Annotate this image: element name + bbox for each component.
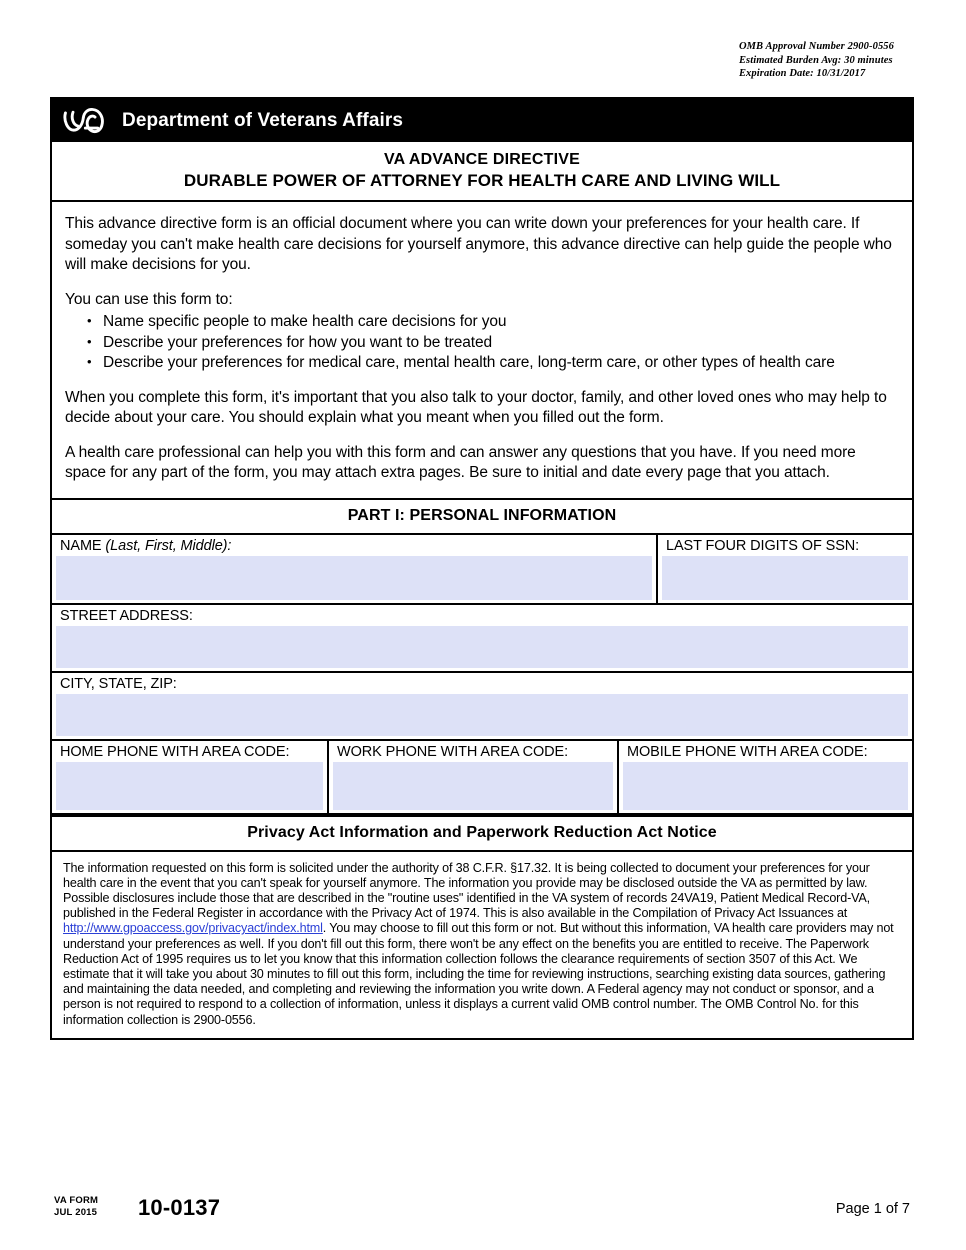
ssn-field-cell [656,535,912,603]
mobile-phone-label: MOBILE PHONE WITH AREA CODE: [627,743,868,760]
work-phone-cell [327,741,617,813]
form-label-line1: VA FORM [54,1195,99,1206]
page-number: Page 1 of 7 [835,1201,910,1217]
form-label-block [54,1195,98,1218]
omb-estimated-burden: Estimated Burden Avg: 30 minutes [738,54,893,66]
va-banner-title: Department of Veterans Affairs [122,109,404,131]
ssn-label: LAST FOUR DIGITS OF SSN: [666,537,860,554]
mobile-phone-cell [617,741,912,813]
intro-instructions [52,202,912,500]
list-item: • Describe your preferences for how you want to be treated [103,333,899,354]
home-phone-input[interactable] [56,762,323,810]
privacy-act-link[interactable]: http://www.gpoaccess.gov/privacyact/index.html [63,921,323,936]
street-address-input[interactable] [56,626,908,668]
home-phone-cell [52,741,327,813]
mobile-phone-input[interactable] [623,762,908,810]
form-title-line1: VA ADVANCE DIRECTIVE [383,151,580,168]
phones-row [52,741,912,815]
privacy-notice-body [52,852,912,1038]
va-seal-icon [62,104,106,137]
form-number: 10-0137 [138,1195,221,1220]
va-banner [52,99,912,142]
street-address-label: STREET ADDRESS: [60,607,193,624]
home-phone-label: HOME PHONE WITH AREA CODE: [60,743,290,760]
form-title-band [52,142,912,202]
intro-paragraph-3: A health care professional can help you with this form and can answer any questions that you have. If you need more space for any part of the form, you may attach extra pages. Be sure to initial and date every page that you attach. [65,443,856,481]
privacy-notice-text [63,861,902,1028]
intro-paragraph-2: When you complete this form, it's important that you also talk to your doctor, family, and other loved ones who may help to decide about your care. You should explain what you meant when you filled out the form. [65,388,887,426]
city-state-zip-row [52,673,912,741]
city-state-zip-cell [52,673,912,739]
intro-list-heading: You can use this form to: [65,290,233,308]
city-state-zip-input[interactable] [56,694,908,736]
street-address-cell [52,605,912,671]
omb-header-block [739,40,894,81]
name-field-cell [52,535,656,603]
name-ssn-row [52,535,912,605]
name-input[interactable] [56,556,652,600]
work-phone-label: WORK PHONE WITH AREA CODE: [337,743,569,760]
form-footer [50,1193,914,1233]
omb-expiration-date: Expiration Date: 10/31/2017 [738,68,866,79]
form-title-line2: DURABLE POWER OF ATTORNEY FOR HEALTH CARE AND LIVING WILL [183,171,781,190]
list-item: • Describe your preferences for medical care, mental health care, long-term care, or other types of health care [103,353,899,374]
street-address-row [52,605,912,673]
privacy-text-before-link: The information requested on this form is solicited under the authority of 38 C.F.R. §17.32. It is being collected to document your preferences for your health care in the event that you can't speak for yourself anymore. The information you provide may be disclosed outside the VA as permitted by law. Possible disclosures include those that are described in the "routine uses" identified in the VA system of records 24VA19, Patient Medical Record-VA, published in the Federal Register in accordance with the Privacy Act of 1974. This is also available in the Compilation of Privacy Act Issuances at [63,860,871,921]
omb-approval-number: OMB Approval Number 2900-0556 [738,41,894,52]
list-item: • Name specific people to make health care decisions for you [103,312,899,333]
privacy-section-heading: Privacy Act Information and Paperwork Reduction Act Notice [52,815,912,852]
form-label-line2: JUL 2015 [54,1206,98,1218]
intro-paragraph-1: This advance directive form is an official document where you can write down your preferences for your health care. If someday you can't make health care decisions for yourself anymore, this advance directive can help guide the people who will make decisions for you. [65,215,892,273]
city-state-zip-label: CITY, STATE, ZIP: [60,675,177,692]
ssn-input[interactable] [662,556,908,600]
intro-bullet-list [65,312,899,374]
form-document [50,97,914,1040]
part1-section-heading: PART I: PERSONAL INFORMATION [52,500,912,535]
name-label: NAME (Last, First, Middle): [60,537,232,554]
work-phone-input[interactable] [333,762,613,810]
privacy-text-after-link: . You may choose to fill out this form or not. But without this information, VA health care providers may not understand your preferences as well. If you don't fill out this form, there won't be any effect on the benefits you are entitled to receive. The Paperwork Reduction Act of 1995 requires us to let you know that this information collection follows the clearance requirements of section 3507 of this Act. We estimate that it will take you about 30 minutes to fill out this form, including the time for reviewing instructions, searching existing data sources, gathering and maintaining the data needed, and completing and reviewing the information you write down. A Federal agency may not conduct or sponsor, and a person is not required to respond to a collection of information, unless it displays a current valid OMB control number. The OMB Control No. for this information collection is 2900-0556. [63,921,894,1027]
